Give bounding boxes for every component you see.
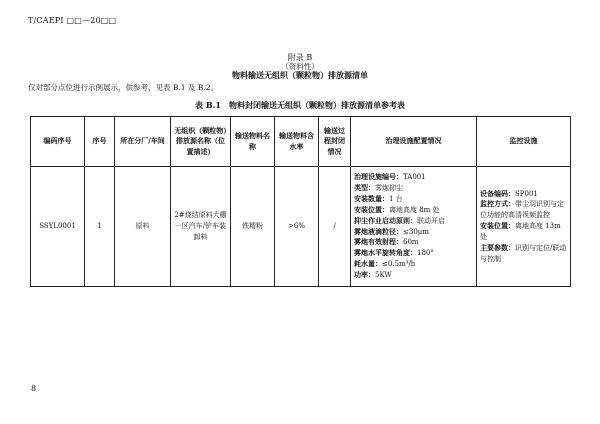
monitoring-value: SP001 bbox=[515, 189, 538, 198]
cell-seq: 1 bbox=[85, 167, 115, 287]
treatment-value: TA001 bbox=[403, 173, 426, 182]
header-material: 输送物料名称 bbox=[231, 117, 275, 167]
treatment-key: 安装位置： bbox=[354, 204, 389, 214]
treatment-key: 安装数量： bbox=[354, 193, 389, 203]
treatment-line bbox=[354, 259, 473, 270]
treatment-key: 雾炮水平旋转角度： bbox=[354, 248, 417, 258]
cell-moisture: >6% bbox=[275, 167, 319, 287]
monitoring-value: 离地高度 13m 处 bbox=[480, 222, 561, 241]
treatment-line bbox=[354, 194, 473, 205]
treatment-key: 抑尘作业启动原则： bbox=[354, 215, 417, 225]
treatment-value: 雾炮抑尘 bbox=[375, 184, 403, 193]
page-number: 8 bbox=[31, 384, 37, 393]
treatment-line bbox=[354, 227, 473, 238]
monitoring-value: 带尘羽识别与定位功能的高清视频监控 bbox=[480, 200, 564, 220]
treatment-value: 联动开启 bbox=[417, 216, 445, 225]
cell-treatment bbox=[351, 167, 477, 287]
document-code: T/CAEPI □□—20□□ bbox=[28, 16, 117, 25]
monitoring-value: 识别与定位/联动与控制 bbox=[480, 243, 567, 263]
intro-paragraph: 仅对部分点位进行示例展示，供参考，见表 B.1 及 B.2。 bbox=[28, 83, 218, 92]
monitoring-line bbox=[480, 189, 567, 200]
treatment-line bbox=[354, 183, 473, 194]
treatment-value: 60m bbox=[403, 238, 419, 247]
treatment-key: 类型： bbox=[354, 183, 375, 193]
cell-enclosed: / bbox=[319, 167, 351, 287]
cell-source-name: 2#烧结原料大棚一区汽车/铲车装卸料 bbox=[171, 167, 231, 287]
monitoring-key: 安装位置： bbox=[480, 221, 515, 231]
header-seq: 序号 bbox=[85, 117, 115, 167]
treatment-line bbox=[354, 248, 473, 259]
monitoring-key: 设备编码： bbox=[480, 188, 515, 198]
treatment-value: 离地高度 8m 处 bbox=[389, 205, 440, 214]
table-caption: 表 B.1 物料封闭输送无组织（颗粒物）排放源清单参考表 bbox=[195, 100, 405, 110]
treatment-key: 治理设施编号： bbox=[354, 172, 403, 182]
header-treatment: 治理设施配置情况 bbox=[351, 117, 477, 167]
treatment-key: 耗水量： bbox=[354, 259, 382, 269]
treatment-line bbox=[354, 216, 473, 227]
header-location: 所在分厂/车间 bbox=[115, 117, 171, 167]
cell-monitoring bbox=[477, 167, 571, 287]
appendix-note: （资料性） bbox=[281, 62, 319, 71]
treatment-value: 180° bbox=[417, 249, 434, 258]
table-row bbox=[31, 167, 571, 287]
treatment-value: 5KW bbox=[375, 270, 392, 279]
monitoring-key: 主要参数： bbox=[480, 242, 515, 252]
treatment-line bbox=[354, 172, 473, 183]
treatment-value: 1 台 bbox=[389, 194, 403, 203]
treatment-line bbox=[354, 270, 473, 281]
header-monitoring: 监控设施 bbox=[477, 117, 571, 167]
monitoring-key: 监控方式： bbox=[480, 199, 515, 209]
treatment-key: 雾炮液滴粒径： bbox=[354, 226, 403, 236]
table-container bbox=[30, 116, 570, 287]
table-header-row bbox=[31, 117, 571, 167]
treatment-key: 功率： bbox=[354, 269, 375, 279]
cell-material: 铁精粉 bbox=[231, 167, 275, 287]
emission-source-table bbox=[30, 116, 571, 287]
treatment-value: ≤0.5m³/h bbox=[382, 260, 416, 269]
monitoring-line bbox=[480, 221, 567, 243]
treatment-value: ≤30μm bbox=[403, 227, 429, 236]
header-source-name: 无组织（颗粒物）排放源名称（位置描述） bbox=[171, 117, 231, 167]
header-moisture: 输送物料含水率 bbox=[275, 117, 319, 167]
treatment-key: 雾炮有效射程： bbox=[354, 237, 403, 247]
header-enclosed: 输送过程封闭情况 bbox=[319, 117, 351, 167]
monitoring-line bbox=[480, 199, 567, 221]
monitoring-line bbox=[480, 243, 567, 265]
appendix-main-title: 物料输送无组织（颗粒物）排放源清单 bbox=[232, 70, 368, 80]
treatment-line bbox=[354, 237, 473, 248]
appendix-title: 附录 B bbox=[287, 53, 313, 62]
treatment-line bbox=[354, 205, 473, 216]
header-code: 编码序号 bbox=[31, 117, 85, 167]
cell-code: SSYL0001 bbox=[31, 167, 85, 287]
cell-location: 原料 bbox=[115, 167, 171, 287]
